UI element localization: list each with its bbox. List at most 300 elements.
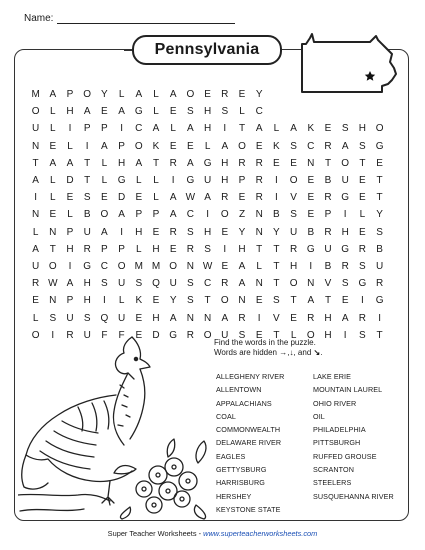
grid-letter[interactable]: G (358, 278, 367, 290)
grid-letter[interactable]: H (358, 123, 366, 135)
grid-letter[interactable]: E (135, 329, 143, 341)
grid-letter[interactable]: A (49, 89, 57, 100)
grid-letter[interactable]: E (221, 261, 229, 272)
grid-letter[interactable]: P (238, 175, 246, 186)
grid-letter[interactable]: O (306, 329, 315, 341)
grid-letter[interactable]: S (359, 261, 366, 272)
grid-letter[interactable]: A (169, 192, 177, 204)
grid-letter[interactable]: T (152, 157, 160, 169)
name-field[interactable] (57, 14, 235, 24)
grid-letter[interactable]: G (341, 243, 350, 255)
grid-letter[interactable]: B (83, 209, 91, 221)
grid-letter[interactable]: S (204, 243, 211, 255)
grid-letter[interactable]: S (187, 226, 194, 238)
grid-letter[interactable]: N (255, 278, 263, 290)
grid-letter[interactable]: T (273, 243, 280, 255)
grid-letter[interactable]: T (204, 295, 211, 307)
grid-letter[interactable]: T (324, 295, 332, 307)
grid-letter[interactable]: A (66, 278, 74, 290)
grid-letter[interactable]: R (31, 278, 40, 290)
grid-letter[interactable]: N (203, 312, 212, 324)
grid-letter[interactable]: L (50, 175, 56, 186)
grid-letter[interactable]: O (31, 329, 40, 341)
grid-letter[interactable]: W (202, 261, 213, 272)
grid-letter[interactable]: A (169, 312, 177, 324)
grid-letter[interactable]: T (359, 157, 366, 169)
grid-letter[interactable]: K (152, 140, 160, 152)
grid-letter[interactable]: E (255, 329, 263, 341)
grid-letter[interactable]: O (289, 278, 298, 290)
grid-letter[interactable]: E (290, 157, 297, 169)
grid-letter[interactable]: C (186, 209, 194, 221)
grid-letter[interactable]: I (378, 312, 381, 324)
grid-letter[interactable]: L (204, 140, 211, 152)
grid-letter[interactable]: G (117, 175, 126, 186)
grid-letter[interactable]: P (118, 243, 125, 255)
grid-letter[interactable]: L (50, 192, 56, 204)
grid-letter[interactable]: R (169, 157, 177, 169)
grid-letter[interactable]: N (307, 278, 315, 290)
grid-letter[interactable]: W (185, 192, 196, 204)
grid-letter[interactable]: I (223, 123, 227, 135)
grid-letter[interactable]: H (341, 226, 349, 238)
grid-letter[interactable]: R (238, 157, 246, 169)
grid-letter[interactable]: O (31, 106, 40, 118)
grid-letter[interactable]: S (341, 123, 349, 135)
grid-letter[interactable]: Y (255, 89, 263, 100)
grid-letter[interactable]: H (221, 157, 229, 169)
grid-letter[interactable]: S (187, 278, 194, 290)
grid-letter[interactable]: C (203, 278, 212, 290)
grid-letter[interactable]: U (117, 312, 126, 324)
grid-letter[interactable]: E (273, 157, 280, 169)
grid-letter[interactable]: A (307, 295, 315, 307)
grid-letter[interactable]: A (341, 140, 349, 152)
grid-letter[interactable]: O (169, 261, 178, 272)
grid-letter[interactable]: B (324, 261, 332, 272)
grid-letter[interactable]: M (151, 261, 161, 272)
grid-letter[interactable]: T (238, 123, 246, 135)
grid-letter[interactable]: H (117, 157, 126, 169)
grid-letter[interactable]: I (120, 123, 123, 135)
grid-letter[interactable]: T (376, 329, 383, 341)
grid-letter[interactable]: P (83, 123, 91, 135)
grid-letter[interactable]: G (134, 106, 143, 118)
grid-letter[interactable]: T (273, 278, 280, 290)
grid-letter[interactable]: G (306, 243, 315, 255)
grid-letter[interactable]: V (324, 278, 332, 290)
grid-letter[interactable]: A (118, 106, 125, 118)
grid-letter[interactable]: U (31, 123, 40, 135)
grid-letter[interactable]: D (66, 175, 74, 186)
grid-letter[interactable]: E (101, 106, 108, 118)
grid-letter[interactable]: E (238, 89, 246, 100)
grid-letter[interactable]: N (238, 295, 246, 307)
grid-letter[interactable]: L (32, 226, 39, 238)
grid-letter[interactable]: Q (100, 312, 109, 324)
grid-letter[interactable]: L (136, 175, 142, 186)
grid-letter[interactable]: S (135, 278, 143, 290)
grid-letter[interactable]: A (221, 140, 229, 152)
grid-letter[interactable]: R (324, 226, 332, 238)
grid-letter[interactable]: O (186, 89, 195, 100)
grid-letter[interactable]: A (341, 312, 349, 324)
grid-letter[interactable]: S (376, 226, 383, 238)
grid-letter[interactable]: C (307, 140, 315, 152)
grid-letter[interactable]: O (83, 89, 92, 100)
grid-letter[interactable]: E (32, 295, 39, 307)
grid-letter[interactable]: R (221, 192, 229, 204)
grid-letter[interactable]: R (324, 140, 332, 152)
grid-letter[interactable]: E (152, 295, 160, 307)
grid-letter[interactable]: I (103, 295, 106, 307)
grid-letter[interactable]: E (290, 312, 297, 324)
grid-letter[interactable]: H (238, 243, 246, 255)
grid-letter[interactable]: A (32, 175, 39, 186)
grid-letter[interactable]: L (359, 209, 366, 221)
grid-letter[interactable]: P (324, 209, 332, 221)
grid-letter[interactable]: B (273, 209, 280, 221)
grid-letter[interactable]: Y (101, 89, 108, 100)
grid-letter[interactable]: I (275, 175, 278, 186)
grid-letter[interactable]: G (83, 261, 92, 272)
grid-letter[interactable]: E (187, 140, 194, 152)
grid-letter[interactable]: D (152, 329, 160, 341)
grid-letter[interactable]: E (359, 226, 366, 238)
grid-letter[interactable]: I (206, 209, 209, 221)
grid-letter[interactable]: L (153, 89, 159, 100)
grid-letter[interactable]: Y (169, 295, 177, 307)
grid-letter[interactable]: R (358, 243, 366, 255)
grid-letter[interactable]: N (186, 312, 194, 324)
grid-letter[interactable]: U (324, 243, 332, 255)
grid-letter[interactable]: F (101, 329, 108, 341)
grid-letter[interactable]: I (51, 329, 55, 341)
grid-letter[interactable]: H (66, 243, 74, 255)
grid-letter[interactable]: R (375, 278, 384, 290)
grid-letter[interactable]: Y (376, 209, 383, 221)
grid-letter[interactable]: R (221, 278, 229, 290)
grid-letter[interactable]: O (238, 140, 246, 152)
grid-letter[interactable]: T (273, 329, 280, 341)
grid-letter[interactable]: A (204, 192, 211, 204)
grid-letter[interactable]: R (186, 243, 194, 255)
grid-letter[interactable]: L (67, 140, 73, 152)
grid-letter[interactable]: A (221, 312, 229, 324)
grid-letter[interactable]: L (153, 175, 159, 186)
grid-letter[interactable]: P (135, 209, 143, 221)
grid-letter[interactable]: I (257, 312, 261, 324)
grid-letter[interactable]: K (273, 140, 280, 152)
grid-letter[interactable]: A (255, 123, 263, 135)
grid-letter[interactable]: U (31, 261, 40, 272)
grid-letter[interactable]: Y (273, 226, 280, 238)
grid-letter[interactable]: E (204, 89, 211, 100)
grid-letter[interactable]: A (83, 106, 91, 118)
grid-letter[interactable]: E (307, 175, 315, 186)
grid-letter[interactable]: T (84, 175, 91, 186)
grid-letter[interactable]: R (186, 329, 194, 341)
grid-letter[interactable]: H (203, 106, 212, 118)
grid-letter[interactable]: T (84, 157, 91, 169)
grid-letter[interactable]: A (49, 157, 57, 169)
grid-letter[interactable]: N (255, 209, 263, 221)
grid-letter[interactable]: G (186, 175, 195, 186)
grid-letter[interactable]: U (375, 261, 384, 272)
grid-letter[interactable]: L (50, 106, 56, 118)
grid-letter[interactable]: S (273, 295, 280, 307)
grid-letter[interactable]: R (238, 312, 246, 324)
grid-letter[interactable]: L (239, 106, 245, 118)
grid-letter[interactable]: E (101, 192, 108, 204)
grid-letter[interactable]: A (238, 278, 246, 290)
grid-letter[interactable]: G (375, 295, 384, 307)
grid-letter[interactable]: C (100, 261, 108, 272)
grid-letter[interactable]: R (324, 192, 332, 204)
grid-letter[interactable]: H (203, 123, 212, 135)
grid-letter[interactable]: O (48, 261, 57, 272)
grid-letter[interactable]: N (49, 226, 57, 238)
grid-letter[interactable]: N (31, 140, 40, 152)
grid-letter[interactable]: Z (238, 209, 246, 221)
grid-letter[interactable]: L (256, 261, 262, 272)
grid-letter[interactable]: T (290, 295, 297, 307)
grid-letter[interactable]: A (101, 140, 108, 152)
grid-letter[interactable]: C (255, 106, 263, 118)
grid-letter[interactable]: R (66, 329, 74, 341)
grid-letter[interactable]: H (83, 295, 91, 307)
grid-letter[interactable]: G (203, 157, 212, 169)
grid-letter[interactable]: L (136, 243, 142, 255)
grid-letter[interactable]: H (152, 312, 160, 324)
grid-letter[interactable]: E (255, 140, 263, 152)
grid-letter[interactable]: O (203, 329, 212, 341)
grid-letter[interactable]: O (117, 261, 126, 272)
grid-letter[interactable]: A (135, 89, 143, 100)
grid-letter[interactable]: I (85, 140, 89, 152)
grid-letter[interactable]: I (343, 209, 347, 221)
grid-letter[interactable]: S (83, 312, 91, 324)
grid-letter[interactable]: L (118, 295, 125, 307)
grid-letter[interactable]: K (135, 295, 143, 307)
grid-letter[interactable]: T (256, 243, 263, 255)
grid-letter[interactable]: L (50, 123, 56, 135)
grid-letter[interactable]: L (153, 192, 159, 204)
grid-letter[interactable]: N (186, 261, 194, 272)
grid-letter[interactable]: L (170, 123, 176, 135)
grid-letter[interactable]: U (289, 226, 298, 238)
grid-letter[interactable]: S (238, 329, 246, 341)
grid-letter[interactable]: R (341, 261, 349, 272)
grid-letter[interactable]: U (117, 278, 126, 290)
grid-letter[interactable]: R (221, 89, 229, 100)
grid-letter[interactable]: L (32, 312, 39, 324)
grid-letter[interactable]: M (31, 89, 40, 100)
grid-letter[interactable]: H (83, 278, 91, 290)
grid-letter[interactable]: N (31, 209, 40, 221)
grid-letter[interactable]: S (83, 192, 91, 204)
grid-letter[interactable]: L (101, 175, 108, 186)
grid-letter[interactable]: U (203, 175, 212, 186)
grid-letter[interactable]: E (307, 192, 315, 204)
grid-letter[interactable]: U (169, 278, 177, 290)
grid-letter[interactable]: R (307, 312, 315, 324)
grid-letter[interactable]: O (220, 209, 229, 221)
grid-letter[interactable]: E (221, 226, 229, 238)
grid-letter[interactable]: H (135, 226, 143, 238)
grid-letter[interactable]: I (223, 243, 227, 255)
grid-letter[interactable]: B (324, 175, 332, 186)
grid-letter[interactable]: P (152, 209, 160, 221)
grid-letter[interactable]: S (187, 106, 194, 118)
grid-letter[interactable]: R (255, 175, 263, 186)
grid-letter[interactable]: E (135, 192, 143, 204)
grid-letter[interactable]: U (341, 175, 349, 186)
grid-letter[interactable]: K (307, 123, 315, 135)
grid-letter[interactable]: P (101, 243, 108, 255)
footer-link[interactable]: www.superteacherworksheets.com (203, 529, 318, 538)
grid-letter[interactable]: A (152, 123, 160, 135)
grid-letter[interactable]: I (171, 175, 175, 186)
grid-letter[interactable]: N (307, 157, 315, 169)
grid-letter[interactable]: S (359, 140, 366, 152)
grid-letter[interactable]: P (101, 123, 108, 135)
grid-letter[interactable]: E (169, 243, 177, 255)
grid-letter[interactable]: N (49, 295, 57, 307)
grid-letter[interactable]: I (120, 226, 123, 238)
grid-letter[interactable]: H (203, 226, 212, 238)
grid-letter[interactable]: E (359, 192, 366, 204)
grid-letter[interactable]: R (255, 157, 263, 169)
grid-letter[interactable]: V (290, 192, 297, 204)
grid-letter[interactable]: E (324, 123, 332, 135)
grid-letter[interactable]: E (255, 295, 263, 307)
grid-letter[interactable]: E (341, 295, 349, 307)
grid-letter[interactable]: S (187, 295, 194, 307)
grid-letter[interactable]: P (118, 140, 125, 152)
grid-letter[interactable]: E (66, 192, 74, 204)
grid-letter[interactable]: R (169, 226, 177, 238)
grid-letter[interactable]: E (359, 175, 366, 186)
grid-letter[interactable]: G (375, 140, 384, 152)
grid-letter[interactable]: I (343, 329, 347, 341)
grid-letter[interactable]: S (221, 106, 229, 118)
grid-letter[interactable]: W (48, 278, 58, 290)
grid-letter[interactable]: L (273, 123, 280, 135)
grid-letter[interactable]: U (83, 329, 91, 341)
grid-letter[interactable]: T (376, 192, 383, 204)
grid-letter[interactable]: P (66, 89, 74, 100)
grid-letter[interactable]: A (187, 123, 194, 135)
grid-letter[interactable]: T (273, 261, 280, 272)
grid-letter[interactable]: U (83, 226, 91, 238)
grid-letter[interactable]: H (289, 261, 298, 272)
grid-letter[interactable]: E (169, 140, 177, 152)
grid-letter[interactable]: B (376, 243, 383, 255)
grid-letter[interactable]: A (238, 261, 246, 272)
grid-letter[interactable]: A (118, 209, 125, 221)
grid-letter[interactable]: R (289, 243, 298, 255)
grid-letter[interactable]: L (67, 209, 73, 221)
grid-letter[interactable]: L (290, 329, 297, 341)
grid-letter[interactable]: P (66, 226, 74, 238)
grid-letter[interactable]: R (358, 312, 366, 324)
grid-letter[interactable]: H (221, 175, 229, 186)
grid-letter[interactable]: I (309, 261, 313, 272)
grid-letter[interactable]: H (66, 106, 74, 118)
grid-letter[interactable]: M (134, 261, 143, 272)
grid-letter[interactable]: S (290, 140, 297, 152)
grid-letter[interactable]: I (68, 261, 72, 272)
grid-letter[interactable]: O (100, 209, 109, 221)
grid-letter[interactable]: A (290, 123, 297, 135)
grid-letter[interactable]: N (255, 226, 263, 238)
grid-letter[interactable]: I (68, 123, 72, 135)
grid-letter[interactable]: L (101, 157, 108, 169)
grid-letter[interactable]: E (152, 226, 160, 238)
grid-letter[interactable]: G (341, 192, 350, 204)
grid-letter[interactable]: E (238, 192, 246, 204)
grid-letter[interactable]: P (66, 295, 74, 307)
grid-letter[interactable]: H (324, 312, 332, 324)
grid-letter[interactable]: U (66, 312, 74, 324)
grid-letter[interactable]: O (375, 123, 384, 135)
grid-letter[interactable]: B (307, 226, 315, 238)
grid-letter[interactable]: A (169, 89, 177, 100)
grid-letter[interactable]: A (66, 157, 74, 169)
grid-letter[interactable]: R (255, 192, 263, 204)
grid-letter[interactable]: U (221, 329, 229, 341)
grid-letter[interactable]: V (273, 312, 280, 324)
grid-letter[interactable]: I (34, 192, 37, 204)
grid-letter[interactable]: O (341, 157, 350, 169)
grid-letter[interactable]: S (49, 312, 57, 324)
grid-letter[interactable]: S (341, 278, 349, 290)
grid-letter[interactable]: G (169, 329, 178, 341)
grid-letter[interactable]: H (324, 329, 332, 341)
grid-letter[interactable]: E (49, 209, 57, 221)
grid-letter[interactable]: H (152, 243, 160, 255)
grid-letter[interactable]: E (169, 106, 177, 118)
grid-letter[interactable]: O (220, 295, 229, 307)
grid-letter[interactable]: I (275, 192, 278, 204)
grid-letter[interactable]: A (135, 157, 143, 169)
grid-letter[interactable]: T (376, 175, 383, 186)
grid-letter[interactable]: E (49, 140, 57, 152)
grid-letter[interactable]: F (118, 329, 125, 341)
grid-letter[interactable]: S (290, 209, 297, 221)
grid-letter[interactable]: Q (152, 278, 160, 290)
grid-letter[interactable]: R (83, 243, 91, 255)
grid-letter[interactable]: S (359, 329, 366, 341)
grid-letter[interactable]: S (101, 278, 108, 290)
grid-letter[interactable]: D (117, 192, 126, 204)
grid-letter[interactable]: E (307, 209, 315, 221)
grid-letter[interactable]: O (134, 140, 143, 152)
grid-letter[interactable]: L (153, 106, 159, 118)
grid-letter[interactable]: T (49, 243, 56, 255)
grid-letter[interactable]: L (118, 89, 125, 100)
grid-letter[interactable]: E (135, 312, 143, 324)
grid-letter[interactable]: Y (238, 226, 246, 238)
grid-letter[interactable]: A (187, 157, 194, 169)
grid-letter[interactable]: O (289, 175, 298, 186)
grid-letter[interactable]: C (135, 123, 143, 135)
grid-letter[interactable]: A (101, 226, 108, 238)
grid-letter[interactable]: T (32, 157, 39, 169)
grid-letter[interactable]: A (32, 243, 39, 255)
grid-letter[interactable]: E (376, 157, 383, 169)
